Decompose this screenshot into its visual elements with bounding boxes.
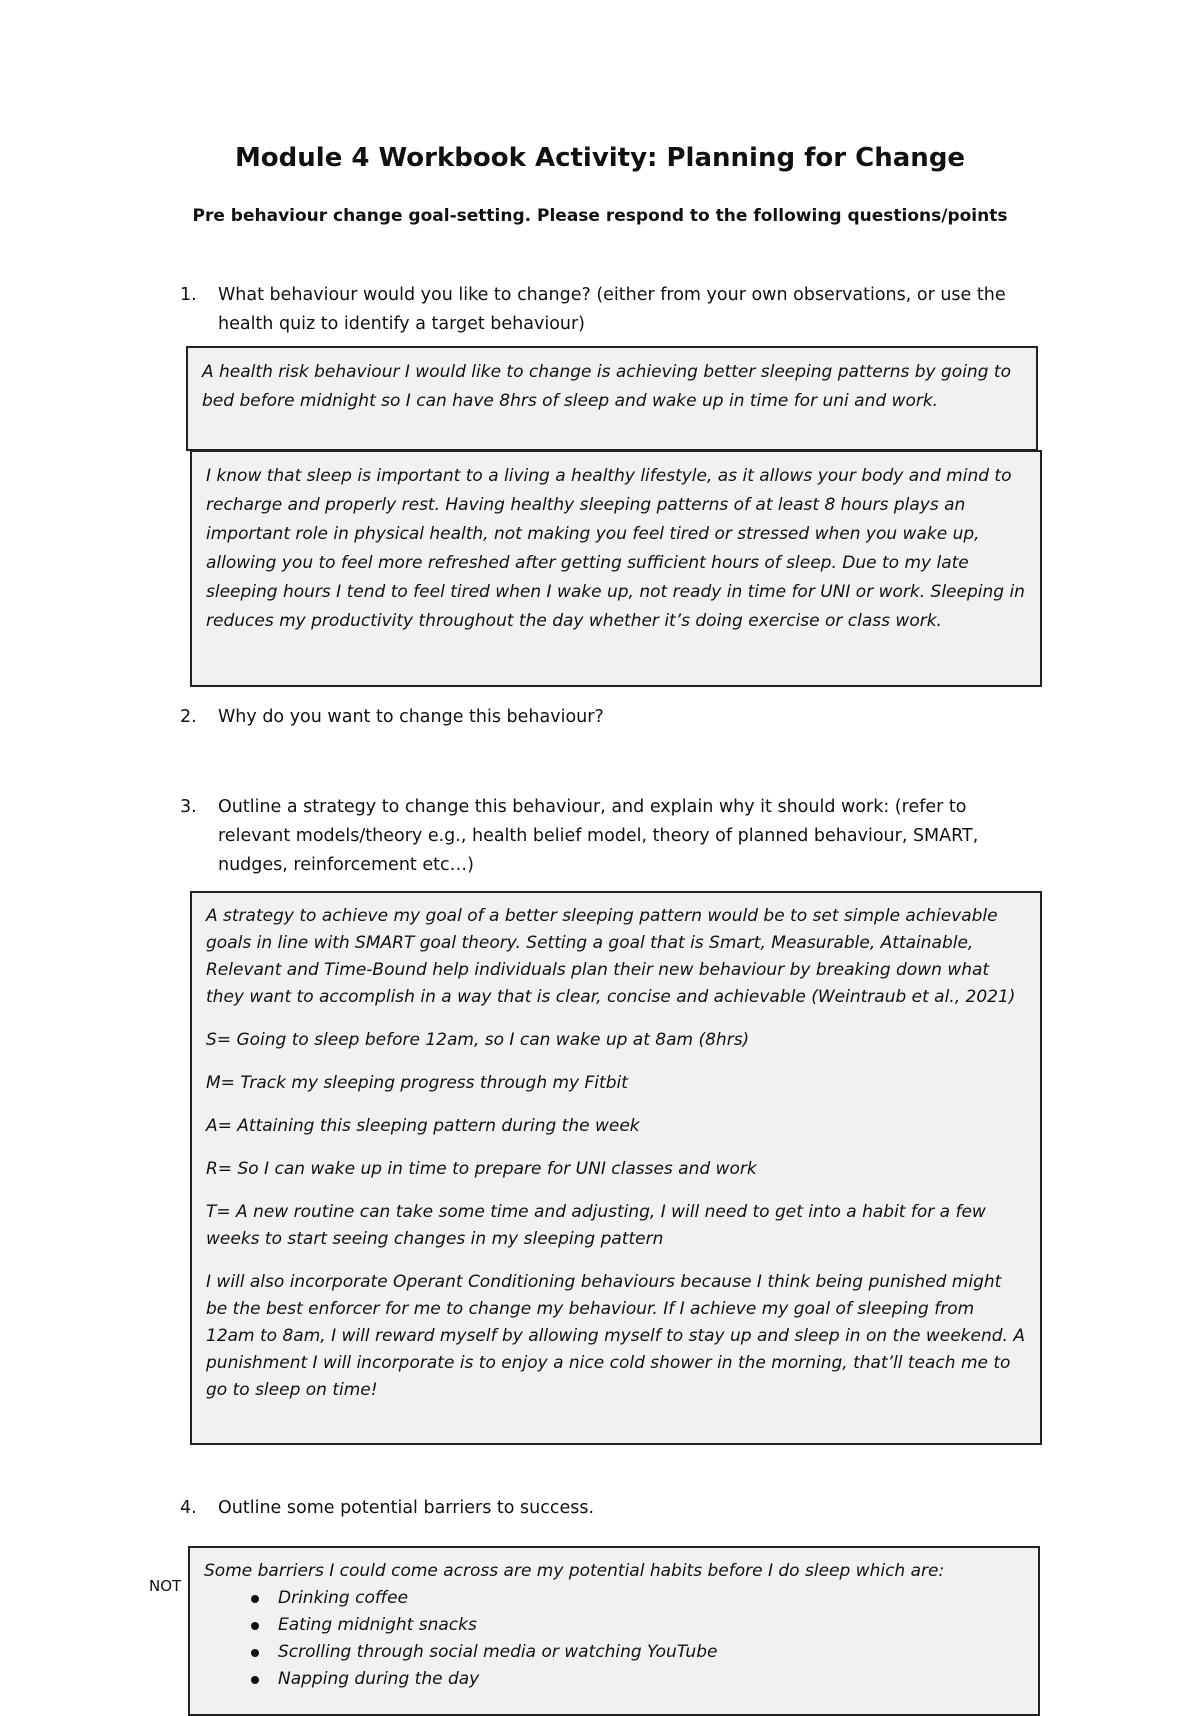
answer-box-3[interactable] (190, 891, 1042, 1445)
question-text: Why do you want to change this behaviour? (218, 707, 604, 727)
page-title: Module 4 Workbook Activity: Planning for Change (234, 143, 966, 173)
question-number: 3. (180, 797, 197, 817)
answer-text: I know that sleep is important to a living a healthy lifestyle, as it allows your body and mind to recharge and properly rest. Having healthy sleeping patterns of at least 8 hours plays an important role in physical health, not making you feel tired or stressed when you wake up, allowing you to feel more refreshed after getting sufficient hours of sleep. Due to my late sleeping hours I tend to feel tired when I wake up, not ready in time for UNI or work. Sleeping in reduces my productivity throughout the day whether it’s doing exercise or class work. (206, 466, 1025, 631)
question-number: 1. (180, 285, 197, 305)
question-text: Outline a strategy to change this behaviour, and explain why it should work: (refer to relevant models/theory e.g., health belief model, theory of planned behaviour, SMART, nudges, reinforcement etc…) (218, 797, 979, 875)
smart-specific: S= Going to sleep before 12am, so I can wake up at 8am (8hrs) (206, 1030, 750, 1050)
answer-box-4[interactable] (188, 1546, 1040, 1716)
smart-time-bound: T= A new routine can take some time and adjusting, I will need to get into a habit for a few weeks to start seeing changes in my sleeping pattern (206, 1202, 986, 1249)
question-number: 2. (180, 707, 197, 727)
list-item: Scrolling through social media or watching YouTube (278, 1639, 1024, 1666)
question-number: 4. (180, 1498, 197, 1518)
footer-left-text: NOT (149, 1577, 182, 1595)
answer-text: A health risk behaviour I would like to change is achieving better sleeping patterns by going to bed before midnight so I can have 8hrs of sleep and wake up in time for uni and work. (202, 362, 1011, 411)
question-1 (180, 281, 1040, 339)
list-item: Napping during the day (278, 1666, 1024, 1693)
page-subtitle: Pre behaviour change goal-setting. Please respond to the following questions/points (192, 206, 1008, 226)
answer-paragraph: A strategy to achieve my goal of a better sleeping pattern would be to set simple achievable goals in line with SMART goal theory. Setting a goal that is Smart, Measurable, Attainable, Relevant and Time-Bound help individuals plan their new behaviour by breaking down what they want to accomplish in a way that is clear, concise and achievable (Weintraub et al., 2021) (206, 906, 1016, 1007)
smart-attainable: A= Attaining this sleeping pattern during the week (206, 1116, 640, 1136)
question-4 (180, 1494, 1040, 1523)
list-item: Eating midnight snacks (278, 1612, 1024, 1639)
smart-relevant: R= So I can wake up in time to prepare for UNI classes and work (206, 1159, 757, 1179)
question-2 (180, 703, 1040, 732)
barrier-list (204, 1585, 1024, 1693)
question-text: Outline some potential barriers to success. (218, 1498, 595, 1518)
answer-box-1[interactable] (186, 346, 1038, 451)
answer-paragraph: I will also incorporate Operant Conditioning behaviours because I think being punished might be the best enforcer for me to change my behaviour. If I achieve my goal of sleeping from 12am to 8am, I will reward myself by allowing myself to stay up and sleep in on the weekend. A punishment I will incorporate is to enjoy a nice cold shower in the morning, that’ll teach me to go to sleep on time! (206, 1272, 1025, 1400)
question-3 (180, 793, 1040, 880)
question-text: What behaviour would you like to change? (either from your own observations, or use the health quiz to identify a target behaviour) (218, 285, 1006, 334)
smart-measurable: M= Track my sleeping progress through my Fitbit (206, 1073, 628, 1093)
answer-intro: Some barriers I could come across are my potential habits before I do sleep which are: (204, 1561, 945, 1581)
answer-box-2[interactable] (190, 450, 1042, 687)
list-item: Drinking coffee (278, 1585, 1024, 1612)
